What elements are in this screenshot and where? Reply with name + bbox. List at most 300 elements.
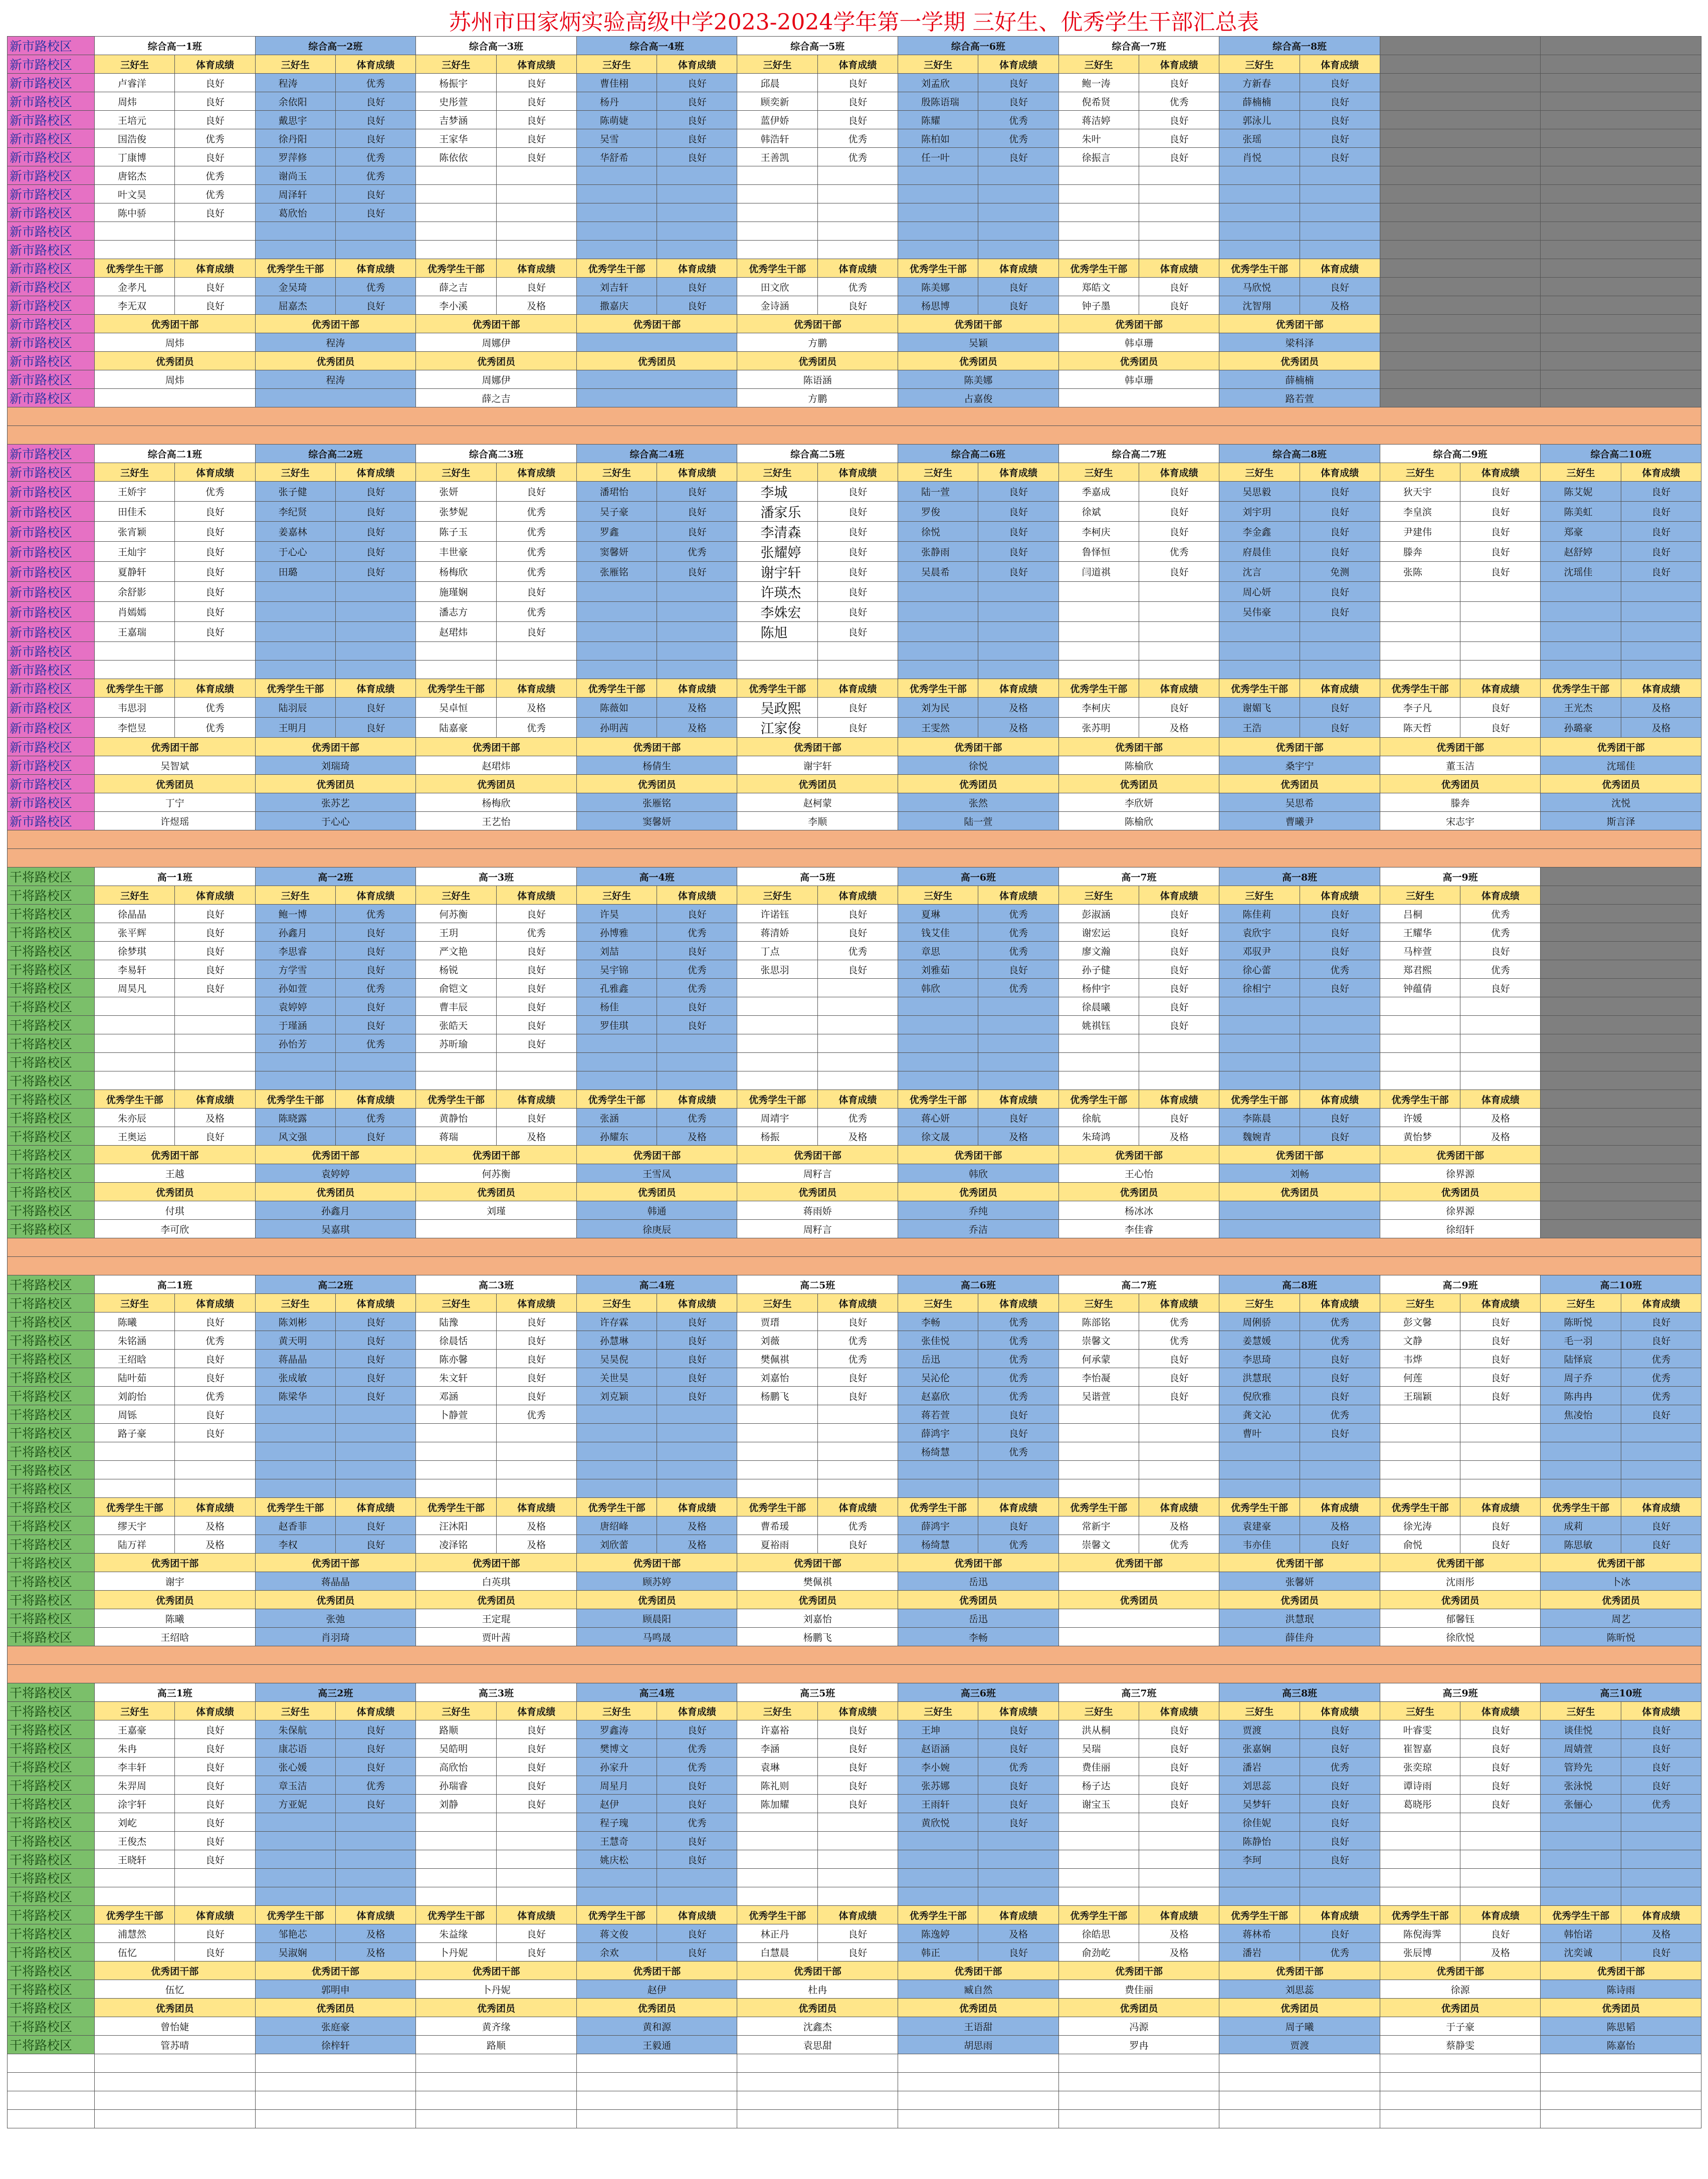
table-row [8,259,1701,278]
pe-grade: 良好 [175,74,255,92]
student-name: 陈礼则 [737,1776,817,1795]
class-name: 高三5班 [737,1683,898,1702]
column-header: 优秀团干部 [416,1146,577,1164]
student-name: 管羚先 [1541,1758,1621,1776]
student-name: 曹曦尹 [1219,812,1380,830]
table-row [8,502,1701,522]
student-name: 刘思蕊 [1219,1980,1380,1999]
table-row [8,1795,1701,1813]
student-name: 周靖宇 [737,1109,817,1127]
student-name: 王瑞颖 [1380,1387,1460,1405]
empty-cell [335,241,415,259]
student-name: 张陈 [1380,562,1460,582]
table-row [8,1053,1701,1071]
class-name: 综合高二8班 [1219,445,1380,463]
empty-cell [817,1832,898,1850]
column-header: 三好生 [1219,55,1300,74]
empty-cell [978,185,1058,203]
empty-cell [1139,661,1219,679]
table-row [8,2017,1701,2036]
campus-label: 干将路校区 [8,1572,95,1591]
empty-cell [255,1479,335,1498]
student-name: 李陈晨 [1219,1109,1300,1127]
empty-cell [576,185,657,203]
student-name: 田文欣 [737,278,817,296]
student-name: 谈佳悦 [1541,1720,1621,1739]
column-header: 体育成绩 [1139,259,1219,278]
class-name: 高三9班 [1380,1683,1541,1702]
pe-grade: 良好 [175,502,255,522]
pe-grade: 优秀 [1300,960,1380,979]
empty-cell [1541,1016,1701,1034]
student-name: 田璐 [255,562,335,582]
student-name: 张苏明 [1058,718,1139,738]
empty-cell [496,642,576,661]
student-name: 罗萍修 [255,148,335,166]
student-name: 张涵 [576,1109,657,1127]
empty-cell [1380,148,1541,166]
pe-grade: 及格 [1139,1943,1219,1962]
student-name [1219,1220,1380,1238]
empty-cell [898,997,978,1016]
empty-cell [657,661,737,679]
empty-cell [978,241,1058,259]
table-row [8,2054,1701,2073]
empty-cell [898,2054,1059,2073]
student-name: 许媛 [1380,1109,1460,1127]
student-name: 罗俊 [898,502,978,522]
student-name: 余依阳 [255,92,335,111]
campus-label: 干将路校区 [8,923,95,942]
column-header: 优秀学生干部 [416,1498,496,1516]
student-name: 蔡静雯 [1380,2036,1541,2054]
empty-cell [95,642,175,661]
pe-grade: 良好 [817,582,898,602]
empty-cell [416,1071,496,1090]
empty-cell [335,1850,415,1869]
column-header: 体育成绩 [657,1090,737,1109]
student-name: 赵珺炜 [416,756,577,775]
column-header: 体育成绩 [1139,1906,1219,1924]
column-header: 优秀团干部 [1058,1554,1219,1572]
student-name: 杨倩生 [576,756,737,775]
empty-cell [335,602,415,622]
pe-grade: 良好 [496,997,576,1016]
column-header: 体育成绩 [175,1702,255,1720]
empty-cell [1139,203,1219,222]
student-name: 徐振言 [1058,148,1139,166]
empty-cell [737,1832,817,1850]
table-row [8,37,1701,55]
empty-cell [576,389,737,407]
student-name: 何莲 [1380,1368,1460,1387]
student-name: 吴昊倪 [576,1350,657,1368]
pe-grade: 及格 [1621,1924,1701,1943]
column-header: 三好生 [898,886,978,905]
empty-cell [1621,642,1701,661]
column-header: 优秀团干部 [576,1554,737,1572]
column-header: 体育成绩 [1460,463,1541,482]
empty-cell [1300,997,1380,1016]
student-name: 程涛 [255,370,416,389]
student-name: 窦馨妍 [576,812,737,830]
class-name: 综合高二6班 [898,445,1059,463]
column-header: 优秀学生干部 [95,259,175,278]
empty-cell [817,166,898,185]
column-header: 三好生 [95,55,175,74]
student-name: 田佳禾 [95,502,175,522]
column-header: 优秀学生干部 [1058,1906,1139,1924]
column-header: 优秀学生干部 [737,1090,817,1109]
student-name: 刘孟欣 [898,74,978,92]
column-header: 三好生 [1541,1294,1621,1313]
student-name: 管苏晴 [95,2036,256,2054]
class-name: 高二7班 [1058,1275,1219,1294]
campus-label: 新市路校区 [8,259,95,278]
student-name: 李纪贤 [255,502,335,522]
column-header: 体育成绩 [978,1090,1058,1109]
separator-cell [8,830,1701,849]
empty-cell [1058,1405,1139,1424]
table-row [8,1572,1701,1591]
class-name: 综合高一7班 [1058,37,1219,55]
class-name: 高三7班 [1058,1683,1219,1702]
column-header: 优秀团员 [1380,1183,1541,1201]
pe-grade: 良好 [175,1424,255,1442]
student-name: 章玉洁 [255,1776,335,1795]
pe-grade: 良好 [657,129,737,148]
student-name: 张然 [898,793,1059,812]
empty-cell [1541,867,1701,886]
empty-cell [1621,1424,1701,1442]
pe-grade: 良好 [335,698,415,718]
column-header: 优秀学生干部 [898,259,978,278]
empty-cell [898,1887,978,1906]
student-name: 章思 [898,942,978,960]
student-name: 许存霖 [576,1313,657,1331]
empty-cell [978,642,1058,661]
student-name: 王雪凤 [576,1164,737,1183]
table-row [8,602,1701,622]
student-name: 斯言泽 [1541,812,1701,830]
column-header: 优秀学生干部 [95,679,175,698]
student-name: 卜冰 [1541,1572,1701,1591]
campus-label: 干将路校区 [8,1832,95,1850]
empty-cell [1621,1850,1701,1869]
student-name: 陈艾妮 [1541,482,1621,502]
empty-cell [416,1813,496,1832]
column-header: 优秀团干部 [95,1146,256,1164]
student-name: 刘嘉怡 [737,1609,898,1628]
student-name: 顾晨阳 [576,1609,737,1628]
column-header: 体育成绩 [335,1498,415,1516]
pe-grade: 良好 [335,129,415,148]
pe-grade: 良好 [1300,92,1380,111]
pe-grade: 及格 [175,1109,255,1127]
column-header: 优秀学生干部 [576,1498,657,1516]
empty-cell [496,1850,576,1869]
empty-cell [416,1869,496,1887]
empty-cell [1541,923,1701,942]
campus-label: 干将路校区 [8,1516,95,1535]
pe-grade: 良好 [1139,148,1219,166]
student-name: 陆怿宸 [1541,1350,1621,1368]
pe-grade: 良好 [335,1331,415,1350]
empty-cell [255,1424,335,1442]
empty-cell [1541,1071,1701,1090]
pe-grade: 优秀 [1621,1387,1701,1405]
pe-grade: 良好 [1460,1776,1541,1795]
empty-cell [1380,370,1541,389]
pe-grade: 良好 [335,1535,415,1554]
student-name: 滕奔 [1380,542,1460,562]
student-name: 罗冉 [1058,2036,1219,2054]
column-header: 优秀学生干部 [1058,1090,1139,1109]
table-row [8,1683,1701,1702]
column-header: 体育成绩 [496,1294,576,1313]
pe-grade: 及格 [1139,1127,1219,1146]
pe-grade: 及格 [657,698,737,718]
student-name: 占嘉俊 [898,389,1059,407]
column-header: 体育成绩 [978,886,1058,905]
empty-cell [1380,55,1541,74]
student-name: 苏昕瑜 [416,1034,496,1053]
table-row [8,1591,1701,1609]
empty-cell [1541,960,1701,979]
column-header: 优秀团员 [255,775,416,793]
column-header: 优秀学生干部 [1541,1498,1621,1516]
empty-cell [255,582,335,602]
empty-cell [1380,1479,1460,1498]
pe-grade: 良好 [978,482,1058,502]
empty-cell [416,1424,496,1442]
student-name: 吴淑娴 [255,1943,335,1962]
empty-cell [255,1442,335,1461]
empty-cell [1219,642,1300,661]
empty-cell [95,661,175,679]
pe-grade: 良好 [175,522,255,542]
table-row [8,793,1701,812]
campus-label: 干将路校区 [8,1053,95,1071]
column-header: 优秀团员 [576,1999,737,2017]
pe-grade: 良好 [496,1924,576,1943]
column-header: 优秀学生干部 [255,259,335,278]
campus-label: 新市路校区 [8,296,95,315]
student-name: 袁欣宇 [1219,923,1300,942]
campus-label: 干将路校区 [8,979,95,997]
empty-cell [255,1813,335,1832]
empty-cell [1058,1442,1139,1461]
pe-grade: 优秀 [817,1331,898,1350]
student-name: 马欣悦 [1219,278,1300,296]
table-row [8,1461,1701,1479]
pe-grade: 良好 [817,562,898,582]
student-name: 路顺 [416,2036,577,2054]
class-name: 综合高一4班 [576,37,737,55]
table-row [8,1739,1701,1758]
empty-cell [978,166,1058,185]
student-name: 俞劲屹 [1058,1943,1139,1962]
pe-grade: 优秀 [175,1387,255,1405]
empty-cell [1380,1034,1460,1053]
student-name: 丁康博 [95,148,175,166]
class-name: 高三10班 [1541,1683,1701,1702]
pe-grade: 优秀 [1300,1331,1380,1350]
pe-grade: 优秀 [657,979,737,997]
empty-cell [1460,1071,1541,1090]
empty-cell [416,166,496,185]
pe-grade: 良好 [175,148,255,166]
pe-grade: 良好 [496,1109,576,1127]
column-header: 优秀团员 [1058,352,1219,370]
campus-label: 干将路校区 [8,1331,95,1350]
table-row [8,2073,1701,2091]
empty-cell [1621,1813,1701,1832]
pe-grade: 良好 [1300,698,1380,718]
column-header: 三好生 [1380,1294,1460,1313]
column-header: 体育成绩 [1621,1702,1701,1720]
column-header: 三好生 [416,1702,496,1720]
column-header: 三好生 [255,1294,335,1313]
pe-grade: 良好 [335,1795,415,1813]
student-name: 于心心 [255,812,416,830]
student-name: 周娜伊 [416,333,577,352]
column-header: 体育成绩 [1300,886,1380,905]
empty-cell [1460,1053,1541,1071]
pe-grade: 优秀 [335,166,415,185]
pe-grade: 优秀 [1139,92,1219,111]
pe-grade: 优秀 [496,542,576,562]
empty-cell [1219,203,1300,222]
empty-cell [1621,1442,1701,1461]
student-name: 戴思宇 [255,111,335,129]
student-name: 何承蒙 [1058,1350,1139,1368]
empty-cell [657,582,737,602]
empty-cell [1219,2054,1380,2073]
empty-cell [416,2110,577,2128]
student-name [1058,1609,1219,1628]
empty-cell [737,185,817,203]
table-row [8,960,1701,979]
pe-grade: 良好 [1139,1016,1219,1034]
pe-grade: 良好 [496,582,576,602]
student-name: 曹丰辰 [416,997,496,1016]
student-name: 伍忆 [95,1980,256,1999]
student-name: 周艺 [1541,1609,1701,1628]
student-name: 金诗涵 [737,296,817,315]
column-header: 三好生 [576,1294,657,1313]
pe-grade: 优秀 [978,1387,1058,1405]
empty-cell [1541,1424,1621,1442]
campus-label: 干将路校区 [8,1758,95,1776]
student-name: 王艺怡 [416,812,577,830]
campus-label: 干将路校区 [8,1368,95,1387]
empty-cell [576,1869,657,1887]
pe-grade: 良好 [496,111,576,129]
student-name: 吴晨希 [898,562,978,582]
pe-grade: 良好 [1139,296,1219,315]
pe-grade: 优秀 [1139,1331,1219,1350]
student-name: 潘岩 [1219,1758,1300,1776]
column-header: 三好生 [737,886,817,905]
pe-grade: 良好 [1621,1758,1701,1776]
column-header: 优秀团干部 [255,738,416,756]
student-name: 吴思希 [1219,793,1380,812]
table-row [8,1720,1701,1739]
empty-cell [1219,2110,1380,2128]
empty-cell [898,185,978,203]
column-header: 优秀学生干部 [576,259,657,278]
empty-cell [1058,1887,1139,1906]
student-name: 李子凡 [1380,698,1460,718]
empty-cell [416,642,496,661]
pe-grade: 良好 [817,622,898,642]
table-row [8,622,1701,642]
pe-grade: 良好 [1300,1720,1380,1739]
pe-grade: 良好 [335,997,415,1016]
empty-cell [817,1813,898,1832]
empty-cell [1380,997,1460,1016]
pe-grade: 良好 [817,111,898,129]
student-name: 刘喆 [576,942,657,960]
student-name: 张泳悦 [1541,1776,1621,1795]
table-row [8,1127,1701,1146]
student-name: 赵香菲 [255,1516,335,1535]
table-row [8,1516,1701,1535]
pe-grade: 良好 [1621,1739,1701,1758]
empty-cell [1219,1053,1300,1071]
student-name: 郑皓文 [1058,278,1139,296]
empty-cell [1219,2091,1380,2110]
pe-grade: 良好 [817,1758,898,1776]
empty-cell [1219,1016,1300,1034]
pe-grade: 良好 [817,92,898,111]
column-header: 优秀团员 [416,775,577,793]
pe-grade: 良好 [335,1758,415,1776]
column-header: 体育成绩 [817,1702,898,1720]
column-header: 优秀团员 [416,1183,577,1201]
student-name: 孔雅鑫 [576,979,657,997]
student-name: 朱铭涵 [95,1331,175,1350]
column-header: 体育成绩 [817,1906,898,1924]
student-name: 赵伊 [576,1980,737,1999]
student-name: 夏裕雨 [737,1535,817,1554]
column-header: 优秀团员 [1058,1999,1219,2017]
column-header: 优秀团员 [416,1591,577,1609]
empty-cell [255,2091,416,2110]
pe-grade: 优秀 [335,148,415,166]
column-header: 优秀团员 [737,1591,898,1609]
student-name: 成莉 [1541,1516,1621,1535]
empty-cell [1541,333,1701,352]
pe-grade: 优秀 [335,905,415,923]
campus-label: 干将路校区 [8,1479,95,1498]
pe-grade: 良好 [496,1943,576,1962]
column-header: 优秀学生干部 [1219,679,1300,698]
column-header: 优秀团员 [737,775,898,793]
column-header: 体育成绩 [1300,55,1380,74]
column-header: 优秀团员 [1058,1183,1219,1201]
empty-cell [657,1405,737,1424]
student-name: 鲍一涛 [1058,74,1139,92]
student-name: 方学雪 [255,960,335,979]
empty-cell [1380,1813,1460,1832]
student-name: 张静雨 [898,542,978,562]
student-name: 郭泳儿 [1219,111,1300,129]
section-separator [8,1238,1701,1257]
student-name: 曹希瑗 [737,1516,817,1535]
column-header: 体育成绩 [1300,1294,1380,1313]
